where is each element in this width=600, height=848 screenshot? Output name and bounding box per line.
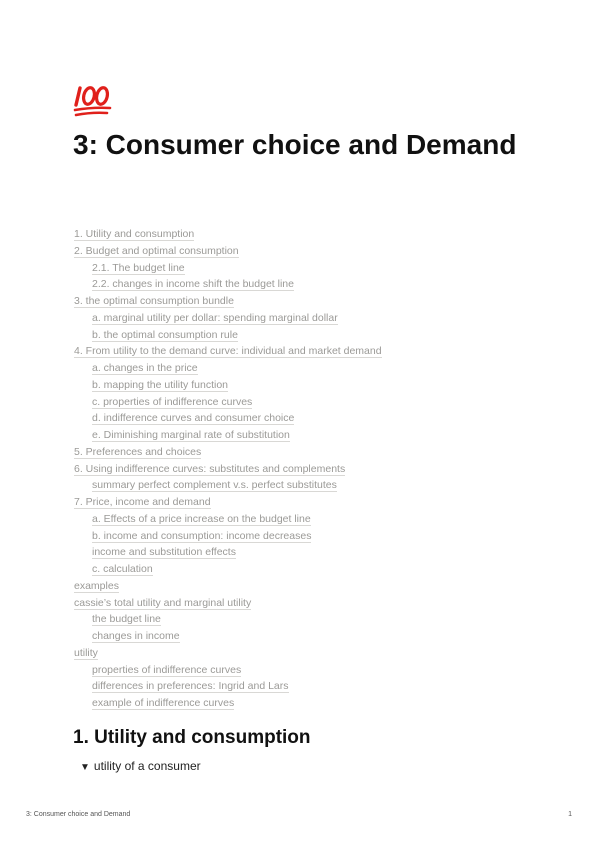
toc-item — [74, 695, 534, 712]
toggle-label: utility of a consumer — [93, 759, 201, 773]
toc-link[interactable]: 3. the optimal consumption bundle — [74, 295, 234, 307]
toc-item — [74, 678, 534, 695]
toc-item — [74, 595, 534, 612]
toc-item — [74, 310, 534, 327]
toc-link[interactable]: c. properties of indifference curves — [92, 395, 253, 408]
toc-link[interactable]: a. changes in the price — [92, 362, 198, 374]
toc-item — [74, 461, 534, 478]
toc-item — [74, 561, 534, 578]
toc-link[interactable]: differences in preferences: Ingrid and Lars — [92, 680, 289, 693]
toc-link[interactable]: 2. Budget and optimal consumption — [74, 244, 239, 257]
triangle-down-icon[interactable]: ▼ — [80, 762, 90, 773]
toc-link[interactable]: 2.1. The budget line — [92, 261, 185, 274]
page-title: 3: Consumer choice and Demand — [73, 129, 517, 160]
toc-item — [74, 327, 534, 344]
toc-item — [74, 410, 534, 427]
toc-link[interactable]: 7. Price, income and demand — [74, 496, 211, 508]
toc-link[interactable]: cassie’s total utility and marginal utility — [74, 596, 252, 609]
toc-item — [74, 662, 534, 679]
toc-item — [74, 477, 534, 494]
toc-item — [74, 611, 534, 628]
hundred-points-emoji-icon — [73, 80, 113, 120]
toc-item — [74, 226, 534, 243]
footer-page-number: 1 — [568, 811, 572, 818]
toc-item — [74, 293, 534, 310]
toc-item — [74, 377, 534, 394]
toc-item — [74, 544, 534, 561]
toc-link[interactable]: 4. From utility to the demand curve: individual and market demand — [74, 345, 382, 358]
toc-link[interactable]: a. marginal utility per dollar: spending marginal dollar — [92, 311, 338, 324]
toc-link[interactable]: the budget line — [92, 613, 161, 626]
toc-item — [74, 494, 534, 511]
toc-item — [74, 360, 534, 377]
toc-link[interactable]: d. indifference curves and consumer choice — [92, 412, 295, 425]
toc-link[interactable]: summary perfect complement v.s. perfect substitutes — [92, 479, 337, 492]
toc-link[interactable]: e. Diminishing marginal rate of substitution — [92, 429, 290, 441]
toc-item — [74, 427, 534, 444]
toc-item — [74, 628, 534, 645]
toc-link[interactable]: changes in income — [92, 630, 180, 642]
footer-title: 3: Consumer choice and Demand — [26, 811, 131, 818]
toc-item — [74, 578, 534, 595]
toc-link[interactable]: b. mapping the utility function — [92, 378, 228, 391]
toc-link[interactable]: examples — [74, 579, 119, 592]
toc-item — [74, 260, 534, 277]
toc-link[interactable]: a. Effects of a price increase on the budget line — [92, 512, 311, 525]
toc-link[interactable]: 5. Preferences and choices — [74, 445, 202, 458]
toc-item — [74, 511, 534, 528]
toc-item — [74, 343, 534, 360]
toc-item — [74, 528, 534, 545]
section-heading: 1. Utility and consumption — [73, 727, 311, 748]
toc-item — [74, 243, 534, 260]
toc-link[interactable]: c. calculation — [92, 563, 153, 575]
toc-link[interactable]: example of indifference curves — [92, 697, 235, 709]
toc-item — [74, 444, 534, 461]
toc-link[interactable]: b. the optimal consumption rule — [92, 328, 238, 341]
table-of-contents — [74, 226, 534, 712]
toc-link[interactable]: b. income and consumption: income decreases — [92, 529, 312, 542]
toc-link[interactable]: income and substitution effects — [92, 546, 236, 559]
toc-link[interactable]: properties of indifference curves — [92, 663, 242, 676]
toc-link[interactable]: 6. Using indifference curves: substitutes and complements — [74, 462, 346, 475]
toc-link[interactable]: 1. Utility and consumption — [74, 228, 195, 240]
toc-link[interactable]: utility — [74, 646, 98, 659]
toc-item — [74, 394, 534, 411]
toc-link[interactable]: 2.2. changes in income shift the budget line — [92, 278, 294, 291]
toc-item — [74, 276, 534, 293]
toggle-block[interactable] — [80, 758, 201, 776]
toc-item — [74, 645, 534, 662]
